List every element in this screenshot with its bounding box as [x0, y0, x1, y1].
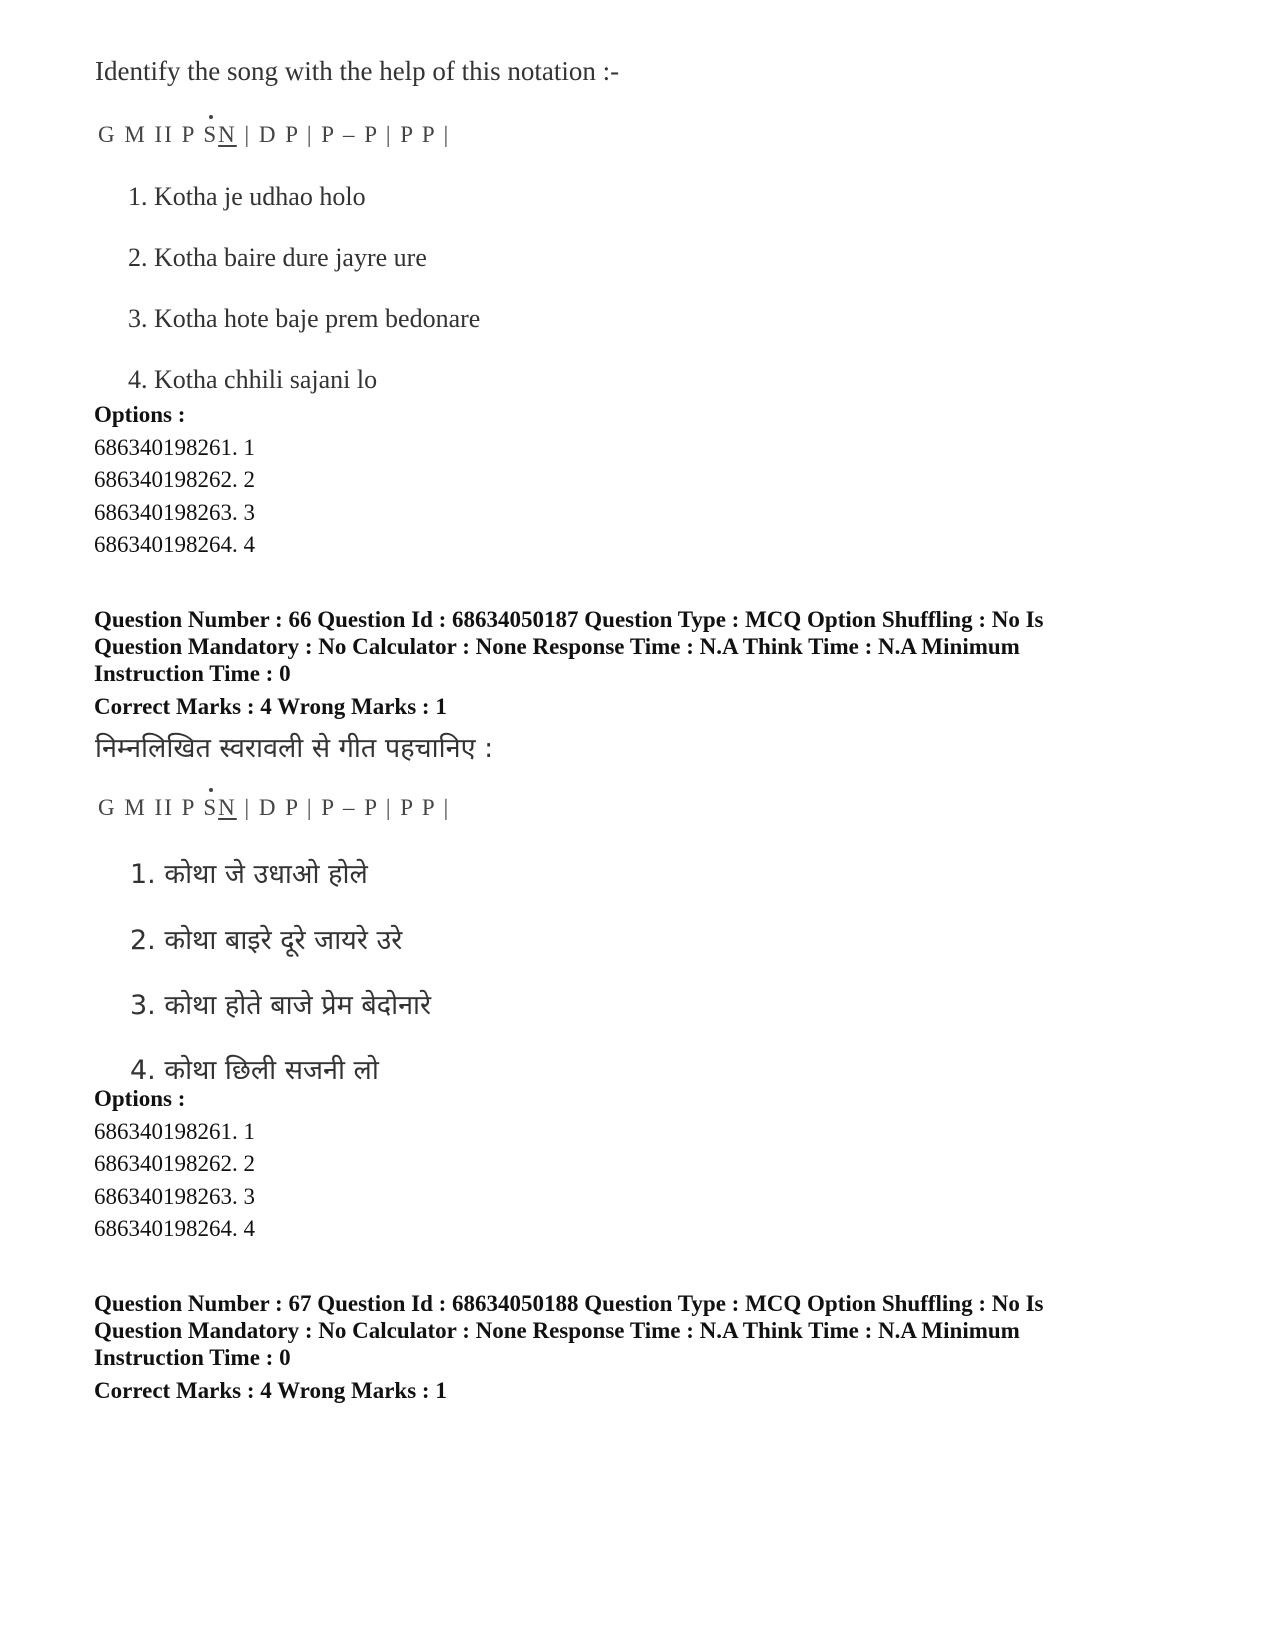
option-row: 686340198264. 4 [94, 1216, 255, 1241]
question-meta [94, 1290, 1044, 1371]
options-label: Options : [94, 402, 186, 427]
choice-4: 4. कोथा छिली सजनी लो [130, 1055, 379, 1086]
choice-4: 4. Kotha chhili sajani lo [128, 365, 378, 394]
question-meta-line: Question Mandatory : No Calculator : None Response Time : N.A Think Time : N.A Minimum [94, 634, 1020, 659]
choice-1: 1. Kotha je udhao holo [128, 182, 366, 211]
choice-3: 3. कोथा होते बाजे प्रेम बेदोनारे [130, 990, 432, 1021]
swar-notation [98, 122, 450, 148]
choice-3: 3. Kotha hote baje prem bedonare [128, 304, 481, 333]
notation-dotted-note: S [203, 795, 219, 820]
question-meta-line: Instruction Time : 0 [94, 1345, 291, 1370]
option-row: 686340198261. 1 [94, 435, 255, 460]
question-meta-line: Question Number : 66 Question Id : 68634050187 Question Type : MCQ Option Shuffling : No Is [94, 607, 1044, 632]
options-label: Options : [94, 1086, 186, 1111]
option-row: 686340198262. 2 [94, 1151, 255, 1176]
notation-part: | D P | P – P | P P | [236, 795, 451, 820]
notation-underlined-note: N [218, 122, 237, 147]
question-marks: Correct Marks : 4 Wrong Marks : 1 [94, 694, 447, 719]
option-row: 686340198262. 2 [94, 467, 255, 492]
swar-notation [98, 795, 450, 821]
question-meta-line: Question Mandatory : No Calculator : None Response Time : N.A Think Time : N.A Minimum [94, 1318, 1020, 1343]
question-meta-line: Question Number : 67 Question Id : 68634050188 Question Type : MCQ Option Shuffling : No Is [94, 1291, 1044, 1316]
notation-underlined-note: N [218, 795, 237, 820]
notation-part: | D P | P – P | P P | [236, 122, 451, 147]
question-prompt: Identify the song with the help of this notation :- [95, 56, 620, 86]
option-row: 686340198263. 3 [94, 1184, 255, 1209]
question-prompt-hindi: निम्नलिखित स्वरावली से गीत पहचानिए : [95, 733, 494, 764]
choice-1: 1. कोथा जे उधाओ होले [130, 859, 368, 890]
option-row: 686340198261. 1 [94, 1119, 255, 1144]
choice-2: 2. Kotha baire dure jayre ure [128, 243, 427, 272]
notation-dotted-note: S [203, 122, 219, 147]
option-row: 686340198263. 3 [94, 500, 255, 525]
question-meta-line: Instruction Time : 0 [94, 661, 291, 686]
question-meta [94, 606, 1044, 687]
notation-part: G M II P [98, 795, 204, 820]
notation-part: G M II P [98, 122, 204, 147]
option-row: 686340198264. 4 [94, 532, 255, 557]
choice-2: 2. कोथा बाइरे दूरे जायरे उरे [130, 925, 403, 956]
question-marks: Correct Marks : 4 Wrong Marks : 1 [94, 1378, 447, 1403]
